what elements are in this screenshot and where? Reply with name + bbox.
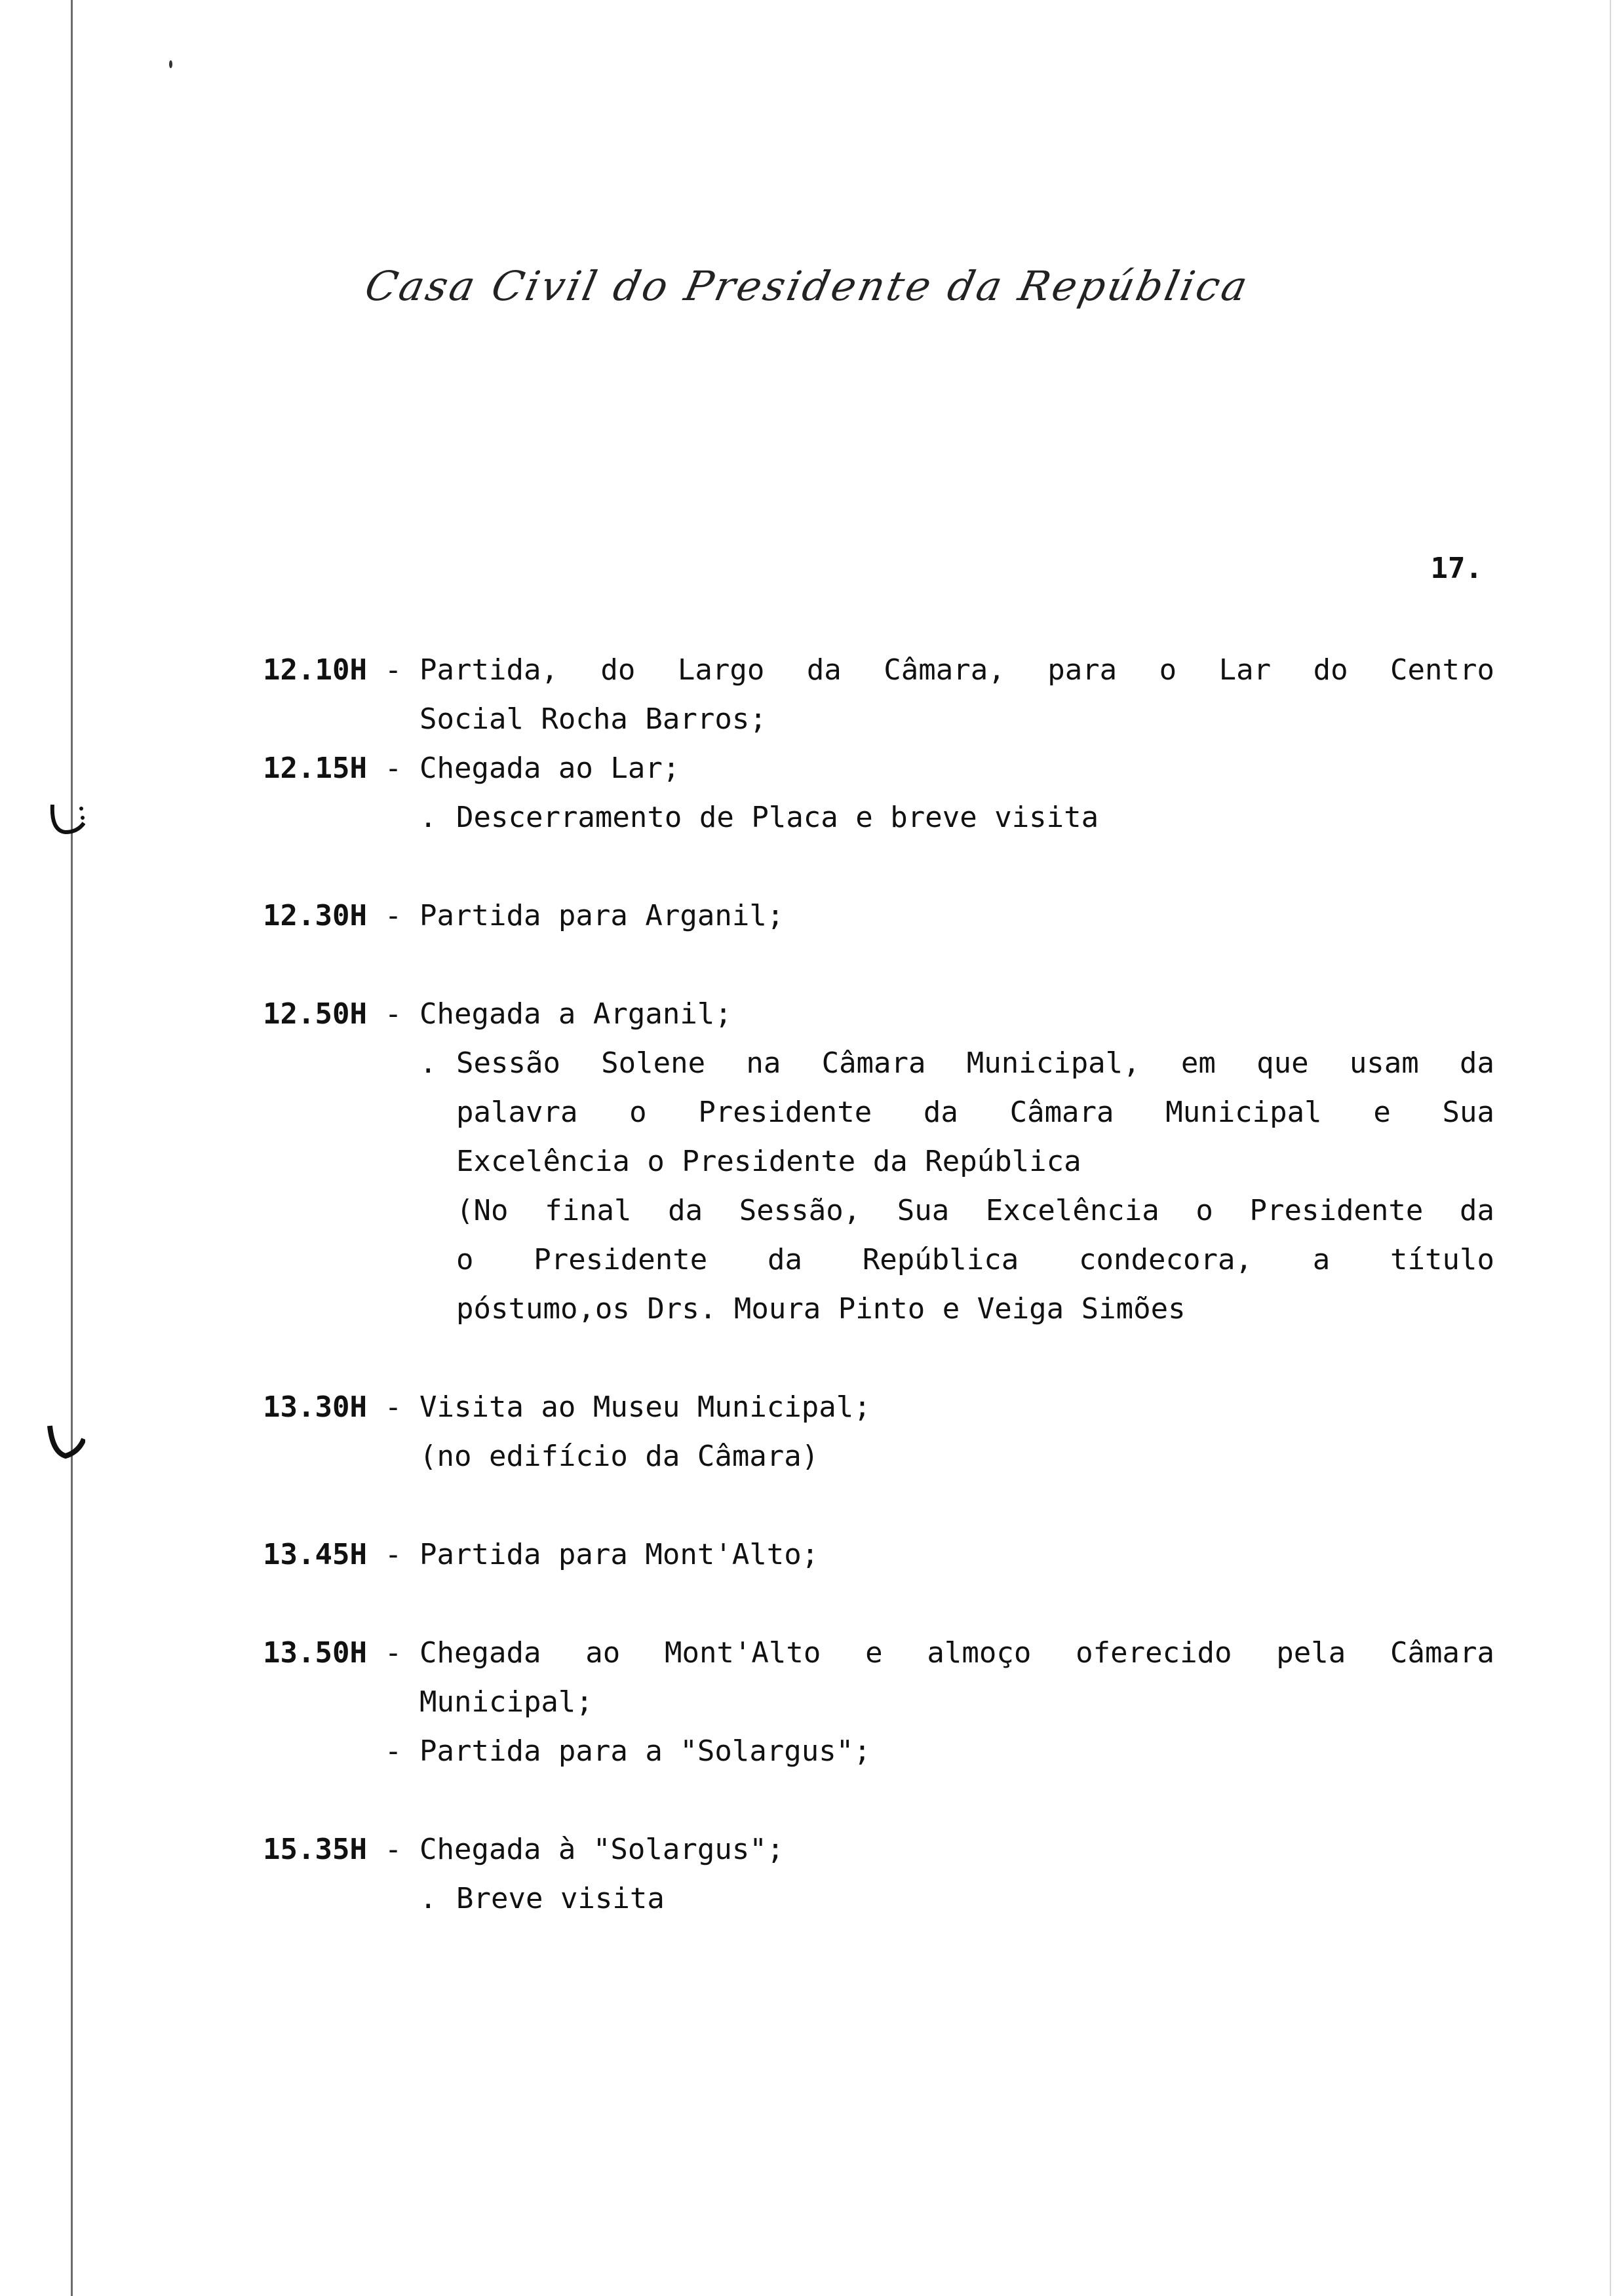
schedule-entry xyxy=(243,891,1494,940)
entry-subitem xyxy=(243,1874,1494,1923)
binding-line xyxy=(71,0,73,2296)
subitem-text: Partida para a "Solargus"; xyxy=(419,1734,871,1768)
entry-separator: - xyxy=(384,752,402,785)
page-number: 17. xyxy=(1430,552,1483,585)
entry-separator: - xyxy=(384,1390,402,1424)
entry-time: 12.50H xyxy=(263,997,367,1031)
subitem-text: (No final da Sessão, Sua Excelência o Presidente da xyxy=(456,1194,1494,1227)
entry-text: Chegada ao Mont'Alto e almoço oferecido pela Câmara xyxy=(419,1636,1494,1670)
schedule-entry xyxy=(243,744,1494,793)
entry-subitem-continuation xyxy=(243,1088,1494,1137)
entry-time: 12.15H xyxy=(263,752,367,785)
entry-subitem xyxy=(243,1039,1494,1088)
entry-time: 13.30H xyxy=(263,1390,367,1424)
entry-subitem-continuation xyxy=(243,1284,1494,1333)
entry-text-continuation: Social Rocha Barros; xyxy=(419,702,767,736)
entry-separator: - xyxy=(384,1636,402,1670)
entry-time: 13.50H xyxy=(263,1636,367,1670)
schedule-entry xyxy=(243,1530,1494,1579)
schedule-list xyxy=(243,645,1494,1923)
entry-text: Partida para Mont'Alto; xyxy=(419,1538,819,1571)
entry-dash-subitem xyxy=(243,1727,1494,1776)
schedule-entry xyxy=(243,1383,1494,1432)
entry-text: Partida para Arganil; xyxy=(419,899,785,932)
entry-subitem-continuation xyxy=(243,1235,1494,1284)
entry-time: 15.35H xyxy=(263,1833,367,1866)
page-edge xyxy=(1610,0,1611,2296)
entry-text: Visita ao Museu Municipal; xyxy=(419,1390,871,1424)
entry-text-continuation: (no edifício da Câmara) xyxy=(419,1440,819,1473)
bullet: . xyxy=(419,1882,437,1915)
subitem-text: Excelência o Presidente da República xyxy=(456,1145,1081,1178)
entry-subitem xyxy=(243,793,1494,842)
entry-separator: - xyxy=(384,899,402,932)
subitem-text: Breve visita xyxy=(456,1882,665,1915)
entry-subitem-continuation xyxy=(243,1137,1494,1186)
punch-hole-mark-icon xyxy=(46,1422,85,1461)
subitem-text: Sessão Solene na Câmara Municipal, em que usam da xyxy=(456,1046,1494,1080)
schedule-entry xyxy=(243,645,1494,695)
entry-separator: - xyxy=(384,1734,402,1768)
stray-mark xyxy=(169,60,172,68)
subitem-text: o Presidente da República condecora, a título xyxy=(456,1243,1494,1276)
subitem-text: Descerramento de Placa e breve visita xyxy=(456,801,1099,834)
schedule-entry xyxy=(243,1825,1494,1874)
entry-separator: - xyxy=(384,997,402,1031)
entry-time: 13.45H xyxy=(263,1538,367,1571)
entry-separator: - xyxy=(384,1833,402,1866)
entry-text: Chegada a Arganil; xyxy=(419,997,732,1031)
schedule-entry xyxy=(243,1628,1494,1677)
entry-text: Chegada à "Solargus"; xyxy=(419,1833,785,1866)
entry-time: 12.10H xyxy=(263,653,367,687)
entry-text: Chegada ao Lar; xyxy=(419,752,680,785)
bullet: . xyxy=(419,1046,437,1080)
punch-hole-mark-icon xyxy=(46,799,85,839)
entry-text-continuation: Municipal; xyxy=(419,1685,593,1719)
entry-separator: - xyxy=(384,1538,402,1571)
schedule-entry xyxy=(243,989,1494,1039)
entry-subitem-continuation xyxy=(243,1186,1494,1235)
entry-time: 12.30H xyxy=(263,899,367,932)
entry-text: Partida, do Largo da Câmara, para o Lar do Centro xyxy=(419,653,1494,687)
entry-separator: - xyxy=(384,653,402,687)
bullet: . xyxy=(419,801,437,834)
subitem-text: palavra o Presidente da Câmara Municipal e Sua xyxy=(456,1096,1494,1129)
letterhead: Casa Civil do Presidente da República xyxy=(360,262,1255,310)
subitem-text: póstumo,os Drs. Moura Pinto e Veiga Simões xyxy=(456,1292,1186,1326)
